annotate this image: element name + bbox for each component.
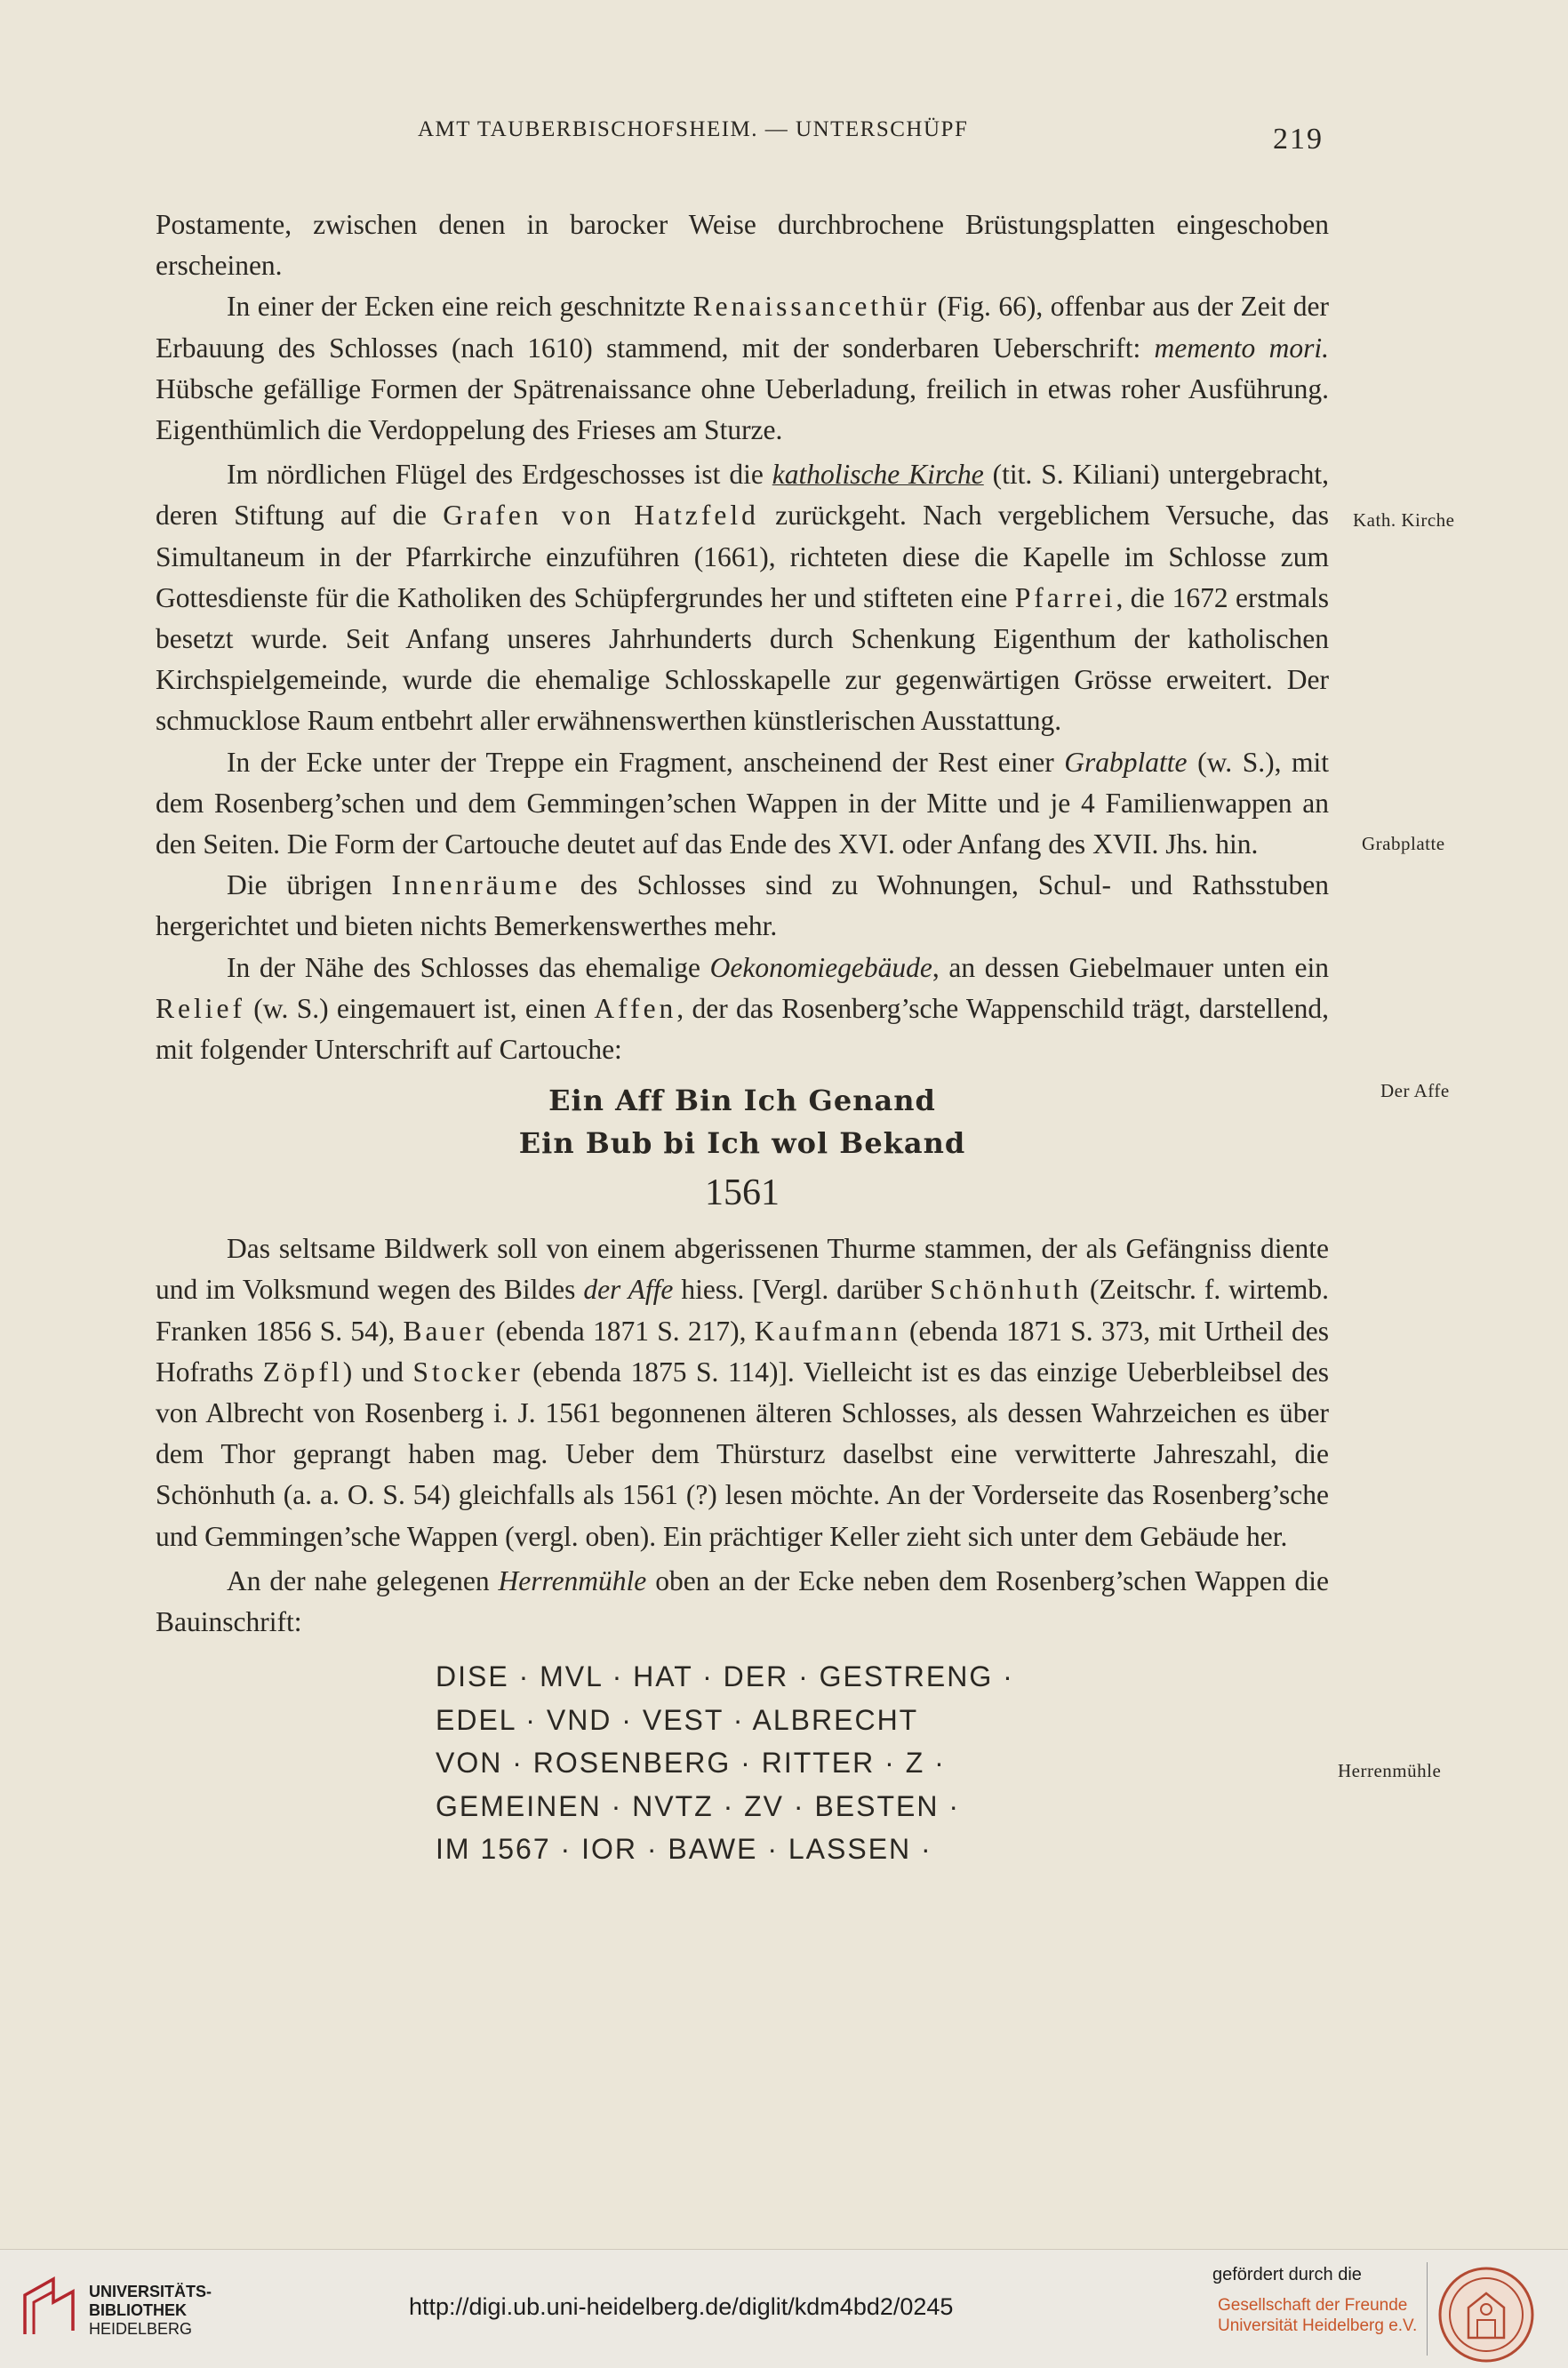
inscription-line: GEMEINEN · NVTZ · ZV · BESTEN ·: [436, 1789, 961, 1822]
text-run: , an dessen Giebelmauer unten ein: [932, 951, 1329, 983]
spaced-term: Pfarrei: [1014, 581, 1116, 613]
university-seal-icon: [1436, 2265, 1536, 2364]
society-name-line: Universität Heidelberg e.V.: [1218, 2316, 1418, 2335]
text-run: Die übrigen: [227, 869, 392, 901]
italic-term: Herrenmühle: [498, 1564, 647, 1596]
library-name-line: BIBLIOTHEK: [89, 2301, 187, 2319]
italic-term: Oekonomiegebäude: [709, 951, 932, 983]
text-run: In einer der Ecken eine reich geschnitzte: [227, 291, 693, 323]
spaced-term: Stocker: [412, 1356, 524, 1388]
text-run: Postamente, zwischen denen in barocker Weise durchbrochene Brüstungsplatten eingeschoben erscheinen.: [156, 209, 1329, 282]
spaced-term: Innenräume: [391, 869, 561, 901]
inscription-line: Ein Aff Bin Ich Genand: [548, 1084, 936, 1118]
university-library-logo-icon: [18, 2276, 80, 2340]
text-run: Hübsche gefällige Formen der Spätrenaissance ohne Ueberladung, freilich in etwas roher Ausführung. Eigenthümlich die Verdoppelung des Frieses am Sturze.: [156, 372, 1329, 446]
spaced-term: Bauer: [403, 1315, 488, 1347]
paragraph: [156, 865, 1329, 947]
text-run: An der nahe gelegenen: [227, 1564, 499, 1596]
text-run: , die 1672 erstmals besetzt wurde. Seit Anfang unseres Jahrhunderts durch Schenkung Eigenthum der katholischen Kirchspielgemeinde, wurde die ehemalige Schlosskapelle zur gegenwärtigen Grösse erweitert. Der schmucklose Raum entbehrt aller erwähnenswerthen künstlerischen Ausstattung.: [156, 581, 1329, 737]
text-run: (Zeitschr. f. wirtemb. Franken 1856 S. 54),: [156, 1274, 1329, 1347]
paragraph: [156, 1561, 1329, 1643]
spaced-term: Kaufmann: [754, 1315, 901, 1347]
text-run: (w. S.) eingemauert ist, einen: [244, 992, 595, 1024]
paragraph: [156, 454, 1329, 741]
paragraph: [156, 204, 1329, 286]
inscription-line: Ein Bub bi Ich wol Bekand: [518, 1126, 966, 1161]
page-number: 219: [1273, 123, 1324, 156]
library-name-line: HEIDELBERG: [89, 2320, 193, 2338]
text-run: zurückgeht. Nach vergeblichem Versuche, das Simultaneum in der Pfarrkirche einzuführen (1661), richteten diese die Kapelle im Schlosse zum Gottesdienste für die Katholiken des Schüpfergrundes her und stifteten eine: [156, 500, 1329, 613]
inscription-line: EDEL · VND · VEST · ALBRECHT: [436, 1703, 919, 1736]
spaced-term: Zöpfl: [262, 1356, 343, 1388]
spaced-term: Affen: [594, 992, 677, 1024]
text-run: In der Ecke unter der Treppe ein Fragment, anscheinend der Rest einer: [227, 746, 1065, 778]
inscription-line: IM 1567 · IOR · BAWE · LASSEN ·: [436, 1833, 932, 1866]
text-run: hiess. [Vergl. darüber: [673, 1274, 931, 1306]
text-run: (ebenda 1871 S. 217),: [487, 1315, 755, 1347]
spaced-term: Relief: [156, 992, 245, 1024]
spaced-term: Renaissancethür: [692, 291, 931, 323]
margin-note-der-affe: Der Affe: [1380, 1080, 1450, 1101]
society-name: [1218, 2295, 1417, 2336]
text-run: Im nördlichen Flügel des Erdgeschosses ist die: [227, 459, 772, 491]
text-run: oben an der Ecke neben dem Rosenberg’schen Wappen die Bauinschrift:: [156, 1564, 1330, 1638]
text-run: ) und: [342, 1356, 413, 1388]
text-run: (tit. S. Kiliani) untergebracht, deren Stiftung auf die: [156, 459, 1329, 532]
spaced-term: Grafen von Hatzfeld: [443, 500, 759, 532]
italic-term: katholische Kirche: [772, 459, 984, 491]
text-run: (Fig. 66), offenbar aus der Zeit der Erbauung des Schlosses (nach 1610) stammend, mit der sonderbaren Ueberschrift:: [156, 291, 1329, 364]
italic-term: der Affe: [583, 1274, 674, 1306]
permalink-url[interactable]: http://digi.ub.uni-heidelberg.de/diglit/kdm4bd2/0245: [409, 2293, 954, 2320]
text-run: (ebenda 1871 S. 373, mit Urtheil des Hofraths: [156, 1315, 1330, 1388]
paragraph: [156, 742, 1329, 866]
body-text: [156, 204, 1329, 1871]
text-run: (w. S.), mit dem Rosenberg’schen und dem Gemmingen’schen Wappen in der Mitte und je 4 Familienwappen an den Seiten. Die Form der Cartouche deutet auf das Ende des XVI. oder Anfang des XVII. Jhs. hin.: [156, 746, 1329, 860]
running-header: AMT TAUBERBISCHOFSHEIM. — UNTERSCHÜPF: [418, 117, 969, 141]
inscription-line: DISE · MVL · HAT · DER · GESTRENG ·: [436, 1660, 1014, 1693]
funded-by-label: gefördert durch die: [1212, 2265, 1362, 2284]
inscription-year: 1561: [705, 1172, 780, 1214]
margin-note-kath-kirche: Kath. Kirche: [1353, 509, 1455, 531]
text-run: , der das Rosenberg’sche Wappenschild trägt, darstellend, mit folgender Unterschrift auf Cartouche:: [156, 992, 1329, 1066]
footer-divider: [1427, 2262, 1428, 2356]
text-run: In der Nähe des Schlosses das ehemalige: [227, 951, 710, 983]
paragraph: [156, 1228, 1329, 1557]
margin-note-grabplatte: Grabplatte: [1362, 833, 1445, 854]
library-name-line: UNIVERSITÄTS-: [89, 2283, 212, 2300]
italic-term: Grabplatte: [1064, 746, 1188, 778]
text-run: (ebenda 1875 S. 114)]. Vielleicht ist es das einzige Ueberbleibsel des von Albrecht von Rosenberg i. J. 1561 begonnenen älteren Schlosses, als dessen Wahrzeichen es über dem Thor geprangt haben mag. Ueber dem Thürsturz daselbst eine verwitterte Jahreszahl, die Schönhuth (a. a. O. S. 54) gleichfalls als 1561 (?) lesen möchte. An der Vorderseite das Rosenberg’sche und Gemmingen’sche Wappen (vergl. oben). Ein prächtiger Keller zieht sich unter dem Gebäude her.: [156, 1356, 1329, 1552]
society-name-line: Gesellschaft der Freunde: [1218, 2296, 1408, 2315]
spaced-term: Schönhuth: [930, 1274, 1083, 1306]
paragraph: [156, 948, 1329, 1071]
library-name: [89, 2283, 212, 2339]
paragraph: [156, 286, 1329, 451]
inscription-line: VON · ROSENBERG · RITTER · Z ·: [436, 1747, 946, 1780]
building-inscription: [436, 1655, 1329, 1871]
italic-term: memento mori.: [1154, 332, 1329, 364]
margin-note-herrenmuehle: Herrenmühle: [1338, 1760, 1442, 1781]
text-run: des Schlosses sind zu Wohnungen, Schul- und Rathsstuben hergerichtet und bieten nichts Bemerkenswerthes mehr.: [156, 869, 1329, 942]
text-run: Das seltsame Bildwerk soll von einem abgerissenen Thurme stammen, der als Gefängniss diente und im Volksmund wegen des Bildes: [156, 1233, 1329, 1306]
